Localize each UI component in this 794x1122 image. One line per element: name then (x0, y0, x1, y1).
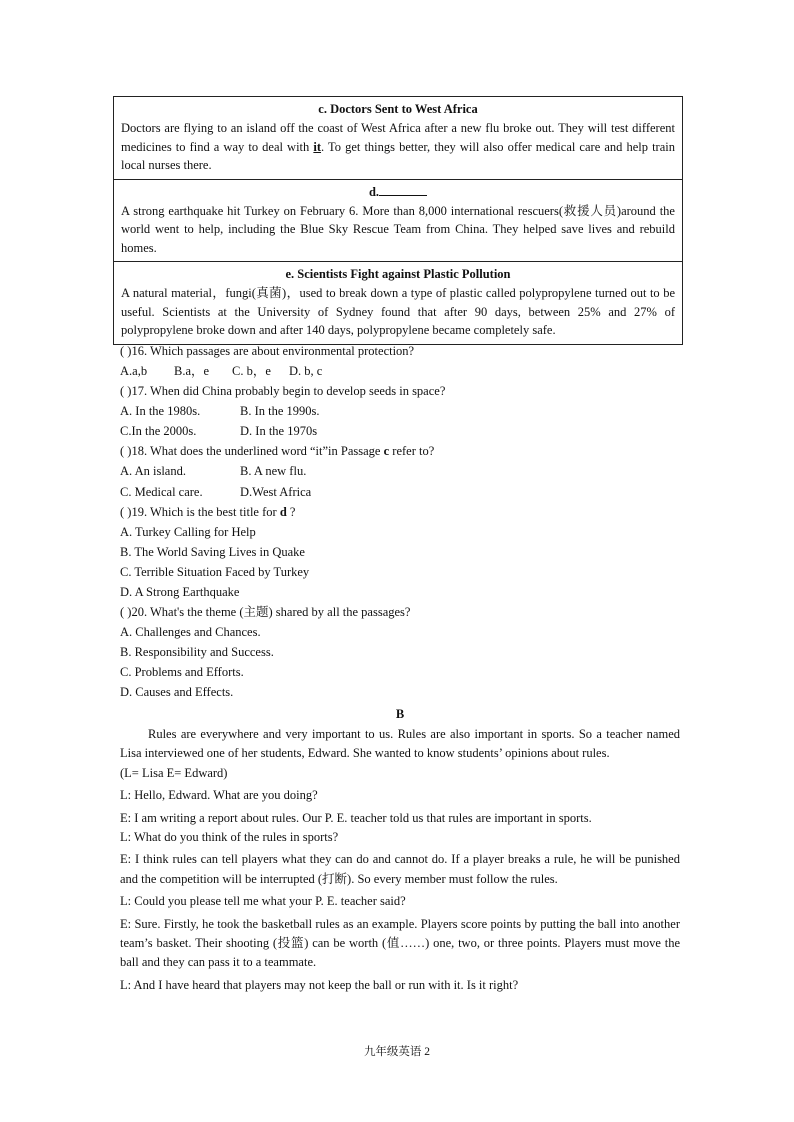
question-18-options-cd: C. Medical care. D.West Africa (120, 485, 312, 500)
dialogue-line: L: Hello, Edward. What are you doing? (120, 788, 318, 803)
question-17-options-ab: A. In the 1980s. B. In the 1990s. (120, 403, 320, 418)
dialogue-line: L: And I have heard that players may not keep the ball or run with it. Is it right? (120, 977, 519, 992)
question-19-option-c: C. Terrible Situation Faced by Turkey (120, 565, 310, 580)
dialogue-line: L: What do you think of the rules in sports? (120, 830, 339, 845)
passage-e-text: A natural material，fungi(真菌)，used to break down a type of plastic called polypropylene turned out to be useful. Scientists at the University of Sydney found that after 90 days, between 25% and 27% of polypropylene broke down and after 140 days, polypropylene became completely safe. (121, 286, 675, 337)
dialogue-line: E: I am writing a report about rules. Our P. E. teacher told us that rules are important in sports. (120, 810, 592, 825)
passage-d-text: A strong earthquake hit Turkey on February 6. More than 8,000 international rescuers(救援人员)around the world went to help, including the Blue Sky Rescue Team from China. They helped save lives and rebuild homes. (121, 203, 675, 255)
title-blank (379, 183, 427, 196)
question-19-option-d: D. A Strong Earthquake (120, 585, 240, 600)
question-19: ( )19. Which is the best title for d ? (120, 505, 296, 520)
question-20-option-b: B. Responsibility and Success. (120, 644, 274, 659)
passage-c-text: Doctors are flying to an island off the coast of West Africa after a new flu broke out. They will test different medicines to find a way to deal with it. To get things better, they will also offer medical care and help train local nurses there. (121, 121, 675, 172)
question-18: ( )18. What does the underlined word “it”in Passage c refer to? (120, 443, 435, 458)
passages-table (113, 96, 683, 345)
question-17-options-cd: C.In the 2000s. D. In the 1970s (120, 423, 318, 438)
question-17: ( )17. When did China probably begin to develop seeds in space? (120, 383, 446, 398)
question-18-options-ab: A. An island. B. A new flu. (120, 464, 307, 479)
question-20-option-d: D. Causes and Effects. (120, 684, 234, 699)
question-19-option-a: A. Turkey Calling for Help (120, 525, 256, 540)
question-16-options: A.a,b B.a，e C. b，e D. b, c (120, 363, 323, 378)
passage-c-title: c. Doctors Sent to West Africa (318, 102, 478, 116)
questions (120, 342, 680, 703)
question-20-option-a: A. Challenges and Chances. (120, 624, 261, 639)
passage-c (114, 97, 682, 180)
dialogue-line: L: Could you please tell me what your P. E. teacher said? (120, 894, 406, 909)
dialogue-line: E: I think rules can tell players what they can do and cannot do. If a player breaks a rule, he will be punished and the competition will be interrupted (打断). So every member must follow the rules. (120, 852, 680, 886)
page-footer: 九年级英语 2 (363, 1046, 431, 1058)
section-b (120, 704, 680, 995)
question-19-option-b: B. The World Saving Lives in Quake (120, 545, 305, 560)
section-b-intro: Rules are everywhere and very important to us. Rules are also important in sports. So a teacher named Lisa interviewed one of her students, Edward. She wanted to know students’ opinions about rules. (120, 727, 680, 761)
question-20: ( )20. What's the theme (主题) shared by all the passages? (120, 604, 411, 619)
question-16: ( )16. Which passages are about environmental protection? (120, 344, 415, 358)
passage-d-title: d. (121, 183, 675, 202)
question-20-option-c: C. Problems and Efforts. (120, 664, 244, 679)
passage-d (114, 180, 682, 263)
passage-e-title: e. Scientists Fight against Plastic Pollution (285, 267, 511, 281)
passage-e (114, 262, 682, 344)
underlined-it: it (313, 139, 322, 154)
section-b-heading: B (395, 707, 405, 721)
dialogue-key: (L= Lisa E= Edward) (120, 765, 228, 780)
dialogue-line: E: Sure. Firstly, he took the basketball rules as an example. Players score points by putting the ball into another team’s basket. Their shooting (投篮) can be worth (值……) one, two, or three points. Players must move the ball and they can pass it to a teammate. (120, 916, 680, 970)
